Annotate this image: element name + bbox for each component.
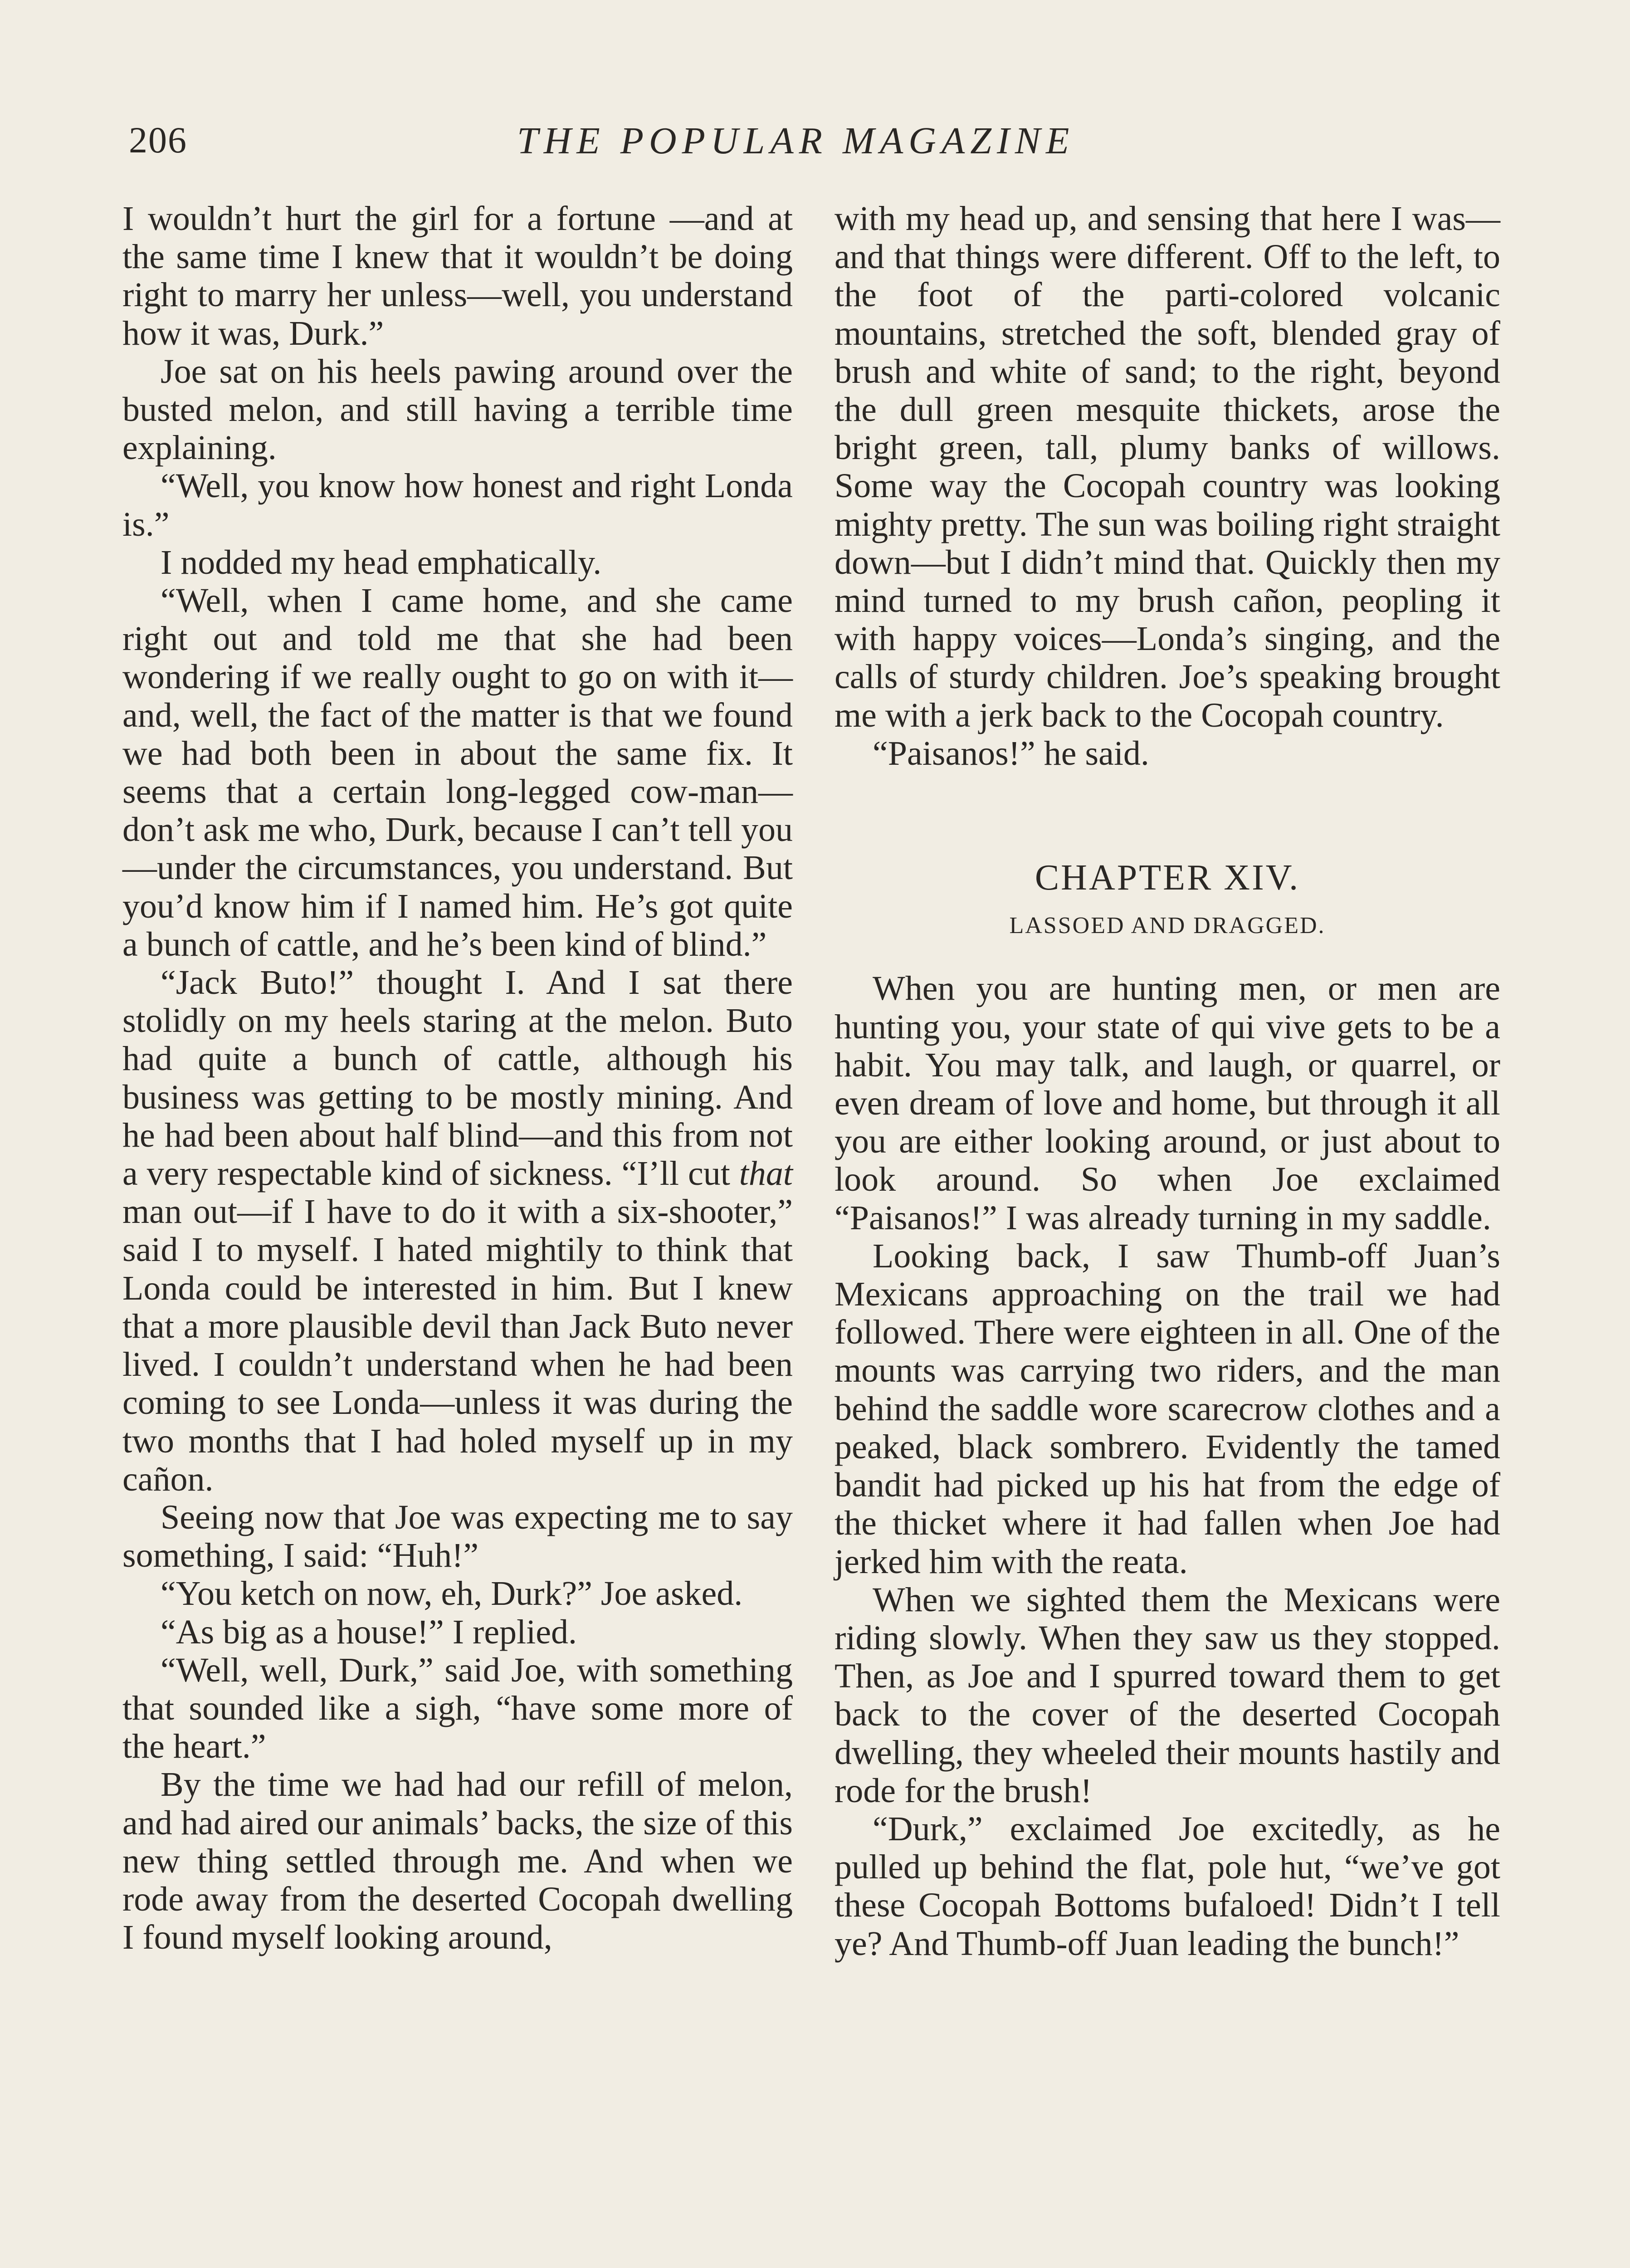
paragraph: with my head up, and sensing that here I was—and that things were different. Off to the left, to the foot of the parti-colored volcanic mountains, stretched the soft, blended gray of brush and white of sand; to the right, beyond the dull green mesquite thickets, arose the bright green, tall, plumy banks of willows. Some way the Cocopah country was looking mighty pretty. The sun was boiling right straight down—but I didn’t mind that. Quickly then my mind turned to my brush cañon, peopling it with happy voices—Londa’s singing, and the calls of sturdy children. Joe’s speaking brought me with a jerk back to the Cocopah country. — [835, 200, 1500, 734]
paragraph-text: “Jack Buto!” thought I. And I sat there stolidly on my heels staring at the melon. Buto had quite a bunch of cattle, although his business was getting to be mostly mining. And he had been about half blind—and this from not a very respectable kind of sickness. “I’ll cut — [122, 963, 793, 1193]
left-column — [122, 200, 793, 1956]
paragraph-text: man out—if I have to do it with a six-shooter,” said I to myself. I hated mightily to think that Londa could be interested in him. But I knew that a more plausible devil than Jack Buto never lived. I couldn’t understand when he had been coming to see Londa—unless it was during the two months that I had holed myself up in my cañon. — [122, 1193, 793, 1498]
paragraph: “Well, you know how honest and right Londa is.” — [122, 467, 793, 543]
paragraph: “Durk,” exclaimed Joe excitedly, as he pulled up behind the flat, pole hut, “we’ve got these Cocopah Bottoms bufaloed! Didn’t I tell ye? And Thumb-off Juan leading the bunch!” — [835, 1809, 1500, 1963]
page-number: 206 — [129, 119, 187, 161]
paragraph: “You ketch on now, eh, Durk?” Joe asked. — [161, 1574, 743, 1613]
paragraph: “Well, when I came home, and she came right out and told me that she had been wondering if we really ought to go on with it—and, well, the fact of the matter is that we found we had both been in about the same fix. It seems that a certain long-legged cow-man—don’t ask me who, Durk, because I can’t tell you—under the circumstances, you understand. But you’d know him if I named him. He’s got quite a bunch of cattle, and he’s been kind of blind.” — [122, 582, 793, 963]
running-title: THE POPULAR MAGAZINE — [517, 120, 1075, 162]
paragraph: Seeing now that Joe was expecting me to say something, I said: “Huh!” — [122, 1498, 793, 1575]
paragraph: I wouldn’t hurt the girl for a fortune —and at the same time I knew that it wouldn’t be doing right to marry her unless—well, you understand how it was, Durk.” — [122, 200, 793, 352]
paragraph: When we sighted them the Mexicans were riding slowly. When they saw us they stopped. Then, as Joe and I spurred toward them to get back to the cover of the deserted Cocopah dwelling, they wheeled their mounts hastily and rode for the brush! — [835, 1580, 1500, 1810]
paragraph: When you are hunting men, or men are hunting you, your state of qui vive gets to be a habit. You may talk, and laugh, or quarrel, or even dream of love and home, but through it all you are either looking around, or just about to look around. So when Joe exclaimed “Paisanos!” I was already turning in my saddle. — [835, 969, 1500, 1237]
right-column — [835, 200, 1500, 1963]
paragraph: “Well, well, Durk,” said Joe, with something that sounded like a sigh, “have some more of the heart.” — [122, 1651, 793, 1766]
chapter-title: CHAPTER XIV. — [1035, 858, 1300, 898]
paragraph: “Paisanos!” he said. — [873, 734, 1149, 772]
paragraph: Joe sat on his heels pawing around over the busted melon, and still having a terrible time explaining. — [122, 352, 793, 467]
chapter-subtitle: LASSOED AND DRAGGED. — [1009, 913, 1326, 939]
paragraph: By the time we had had our refill of melon, and had aired our animals’ backs, the size of this new thing settled through me. And when we rode away from the deserted Cocopah dwelling I found myself looking around, — [122, 1765, 793, 1957]
paragraph: Looking back, I saw Thumb-off Juan’s Mexicans approaching on the trail we had followed. There were eighteen in all. One of the mounts was carrying two riders, and the man behind the saddle wore scarecrow clothes and a peaked, black sombrero. Evidently the tamed bandit had picked up his hat from the edge of the thicket where it had fallen when Joe had jerked him with the reata. — [835, 1237, 1500, 1581]
paragraph: “As big as a house!” I replied. — [161, 1613, 577, 1651]
paragraph: I nodded my head emphatically. — [161, 543, 602, 582]
emphasized-word: that — [739, 1154, 793, 1193]
paragraph — [122, 963, 793, 1498]
